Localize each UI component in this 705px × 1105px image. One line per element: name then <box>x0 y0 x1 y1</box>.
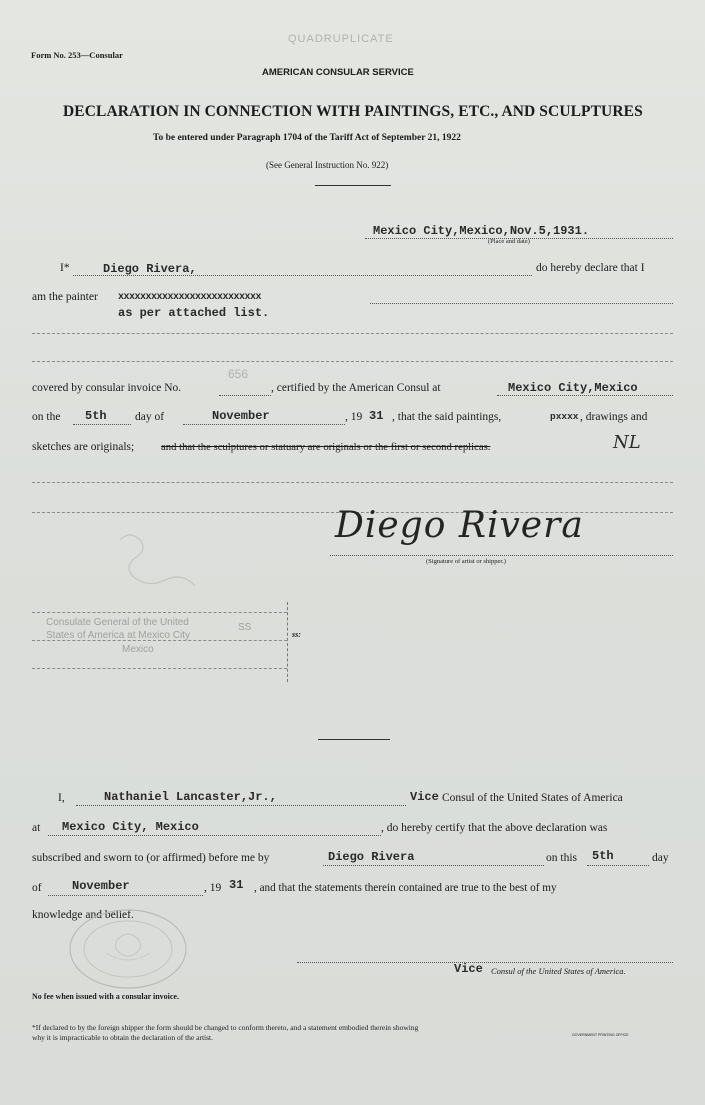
year-value: 31 <box>369 409 384 423</box>
i-prefix: I* <box>60 262 70 274</box>
day-line <box>73 424 131 425</box>
statement-label: , and that the statements therein contained are true to the best of my <box>254 882 557 894</box>
form-number: Form No. 253—Consular <box>31 50 123 60</box>
sworn-day: 5th <box>592 849 614 863</box>
declarant-name: Diego Rivera, <box>103 262 197 276</box>
place-date: Mexico City,Mexico,Nov.5,1931. <box>373 224 590 238</box>
drawings-label: , drawings and <box>580 411 648 423</box>
on-the-label: on the <box>32 411 61 423</box>
works-list: as per attached list. <box>118 306 270 320</box>
consul-signature-line <box>297 962 673 963</box>
vice-title: Vice <box>410 790 439 804</box>
at-place: Mexico City, Mexico <box>62 820 199 834</box>
consul-of-label: Consul of the United States of America <box>442 792 623 804</box>
sworn-by-line <box>323 865 544 866</box>
covered-by-label: covered by consular invoice No. <box>32 382 182 394</box>
cert-of: of <box>32 882 42 894</box>
am-the-painter: am the painter <box>32 291 98 303</box>
day-value: 5th <box>85 409 107 423</box>
no-fee-note: No fee when issued with a consular invoice. <box>32 992 179 1001</box>
consul-name: Nathaniel Lancaster,Jr., <box>104 790 277 804</box>
footnote-line-1: *If declared to by the foreign shipper the form should be changed to conform thereto, and a statement embodied therein showing <box>32 1023 419 1032</box>
blank-line-1 <box>32 333 673 334</box>
struck-word-2: pxxxx <box>550 411 579 422</box>
invoice-number: 656 <box>228 367 249 381</box>
sworn-year: 31 <box>229 878 244 892</box>
venue-line-3: Mexico <box>122 644 154 655</box>
venue-rule-3 <box>32 668 287 669</box>
month-value: November <box>212 409 270 423</box>
venue-ss: SS <box>238 622 252 633</box>
initials: NL <box>613 432 641 453</box>
consul-name-line <box>76 805 406 806</box>
venue-block <box>32 602 288 682</box>
signature-caption: (Signature of artist or shipper.) <box>426 558 506 565</box>
faint-stamp-mark <box>80 520 220 600</box>
venue-rule-1 <box>32 612 287 613</box>
consular-seal <box>66 907 190 991</box>
blank-line-2 <box>32 361 673 362</box>
copy-mark: QUADRUPLICATE <box>288 33 394 45</box>
signature-line <box>330 555 673 556</box>
at-place-line <box>48 835 381 836</box>
knowledge-label: knowledge and belief. <box>32 909 134 921</box>
divider-2 <box>318 739 390 740</box>
ss-mark: ss: <box>292 630 301 639</box>
sworn-month: November <box>72 879 130 893</box>
footnote-line-2: why it is impracticable to obtain the declaration of the artist. <box>32 1033 213 1042</box>
struck-words: xxxxxxxxxxxxxxxxxxxxxxxxxx <box>118 292 262 303</box>
day-word: day <box>652 852 669 864</box>
that-said-label: , that the said paintings, <box>392 411 502 423</box>
painter-line <box>370 303 673 304</box>
consul-city: Mexico City,Mexico <box>508 381 638 395</box>
subscribed-label: subscribed and sworn to (or affirmed) before me by <box>32 852 270 864</box>
month-line <box>183 424 345 425</box>
declare-suffix: do hereby declare that I <box>536 262 645 274</box>
place-date-caption: (Place and date) <box>488 238 530 245</box>
sketches-label: sketches are originals; <box>32 441 135 453</box>
certified-by-label: , certified by the American Consul at <box>271 382 441 394</box>
printer-mark: GOVERNMENT PRINTING OFFICE <box>572 1033 629 1037</box>
general-instruction: (See General Instruction No. 922) <box>266 160 389 170</box>
sworn-by: Diego Rivera <box>328 850 415 864</box>
venue-line-2: States of America at Mexico City <box>46 630 190 641</box>
certify-label: , do hereby certify that the above declaration was <box>381 822 608 834</box>
form-subtitle: To be entered under Paragraph 1704 of the Tariff Act of September 21, 1922 <box>153 133 461 143</box>
consul-city-line <box>497 395 673 396</box>
blank-line-3 <box>32 482 673 483</box>
cert-i: I, <box>58 792 65 804</box>
invoice-line <box>219 395 271 396</box>
sworn-day-line <box>587 865 649 866</box>
artist-signature: Diego Rivera <box>335 505 584 546</box>
on-this-label: on this <box>546 852 577 864</box>
cert-at: at <box>32 822 41 834</box>
service-name: AMERICAN CONSULAR SERVICE <box>262 67 414 78</box>
divider <box>315 185 391 186</box>
sworn-year-prefix: , 19 <box>204 882 222 894</box>
day-of-label: day of <box>135 411 165 423</box>
consul-sign-label: Consul of the United States of America. <box>491 966 626 976</box>
sworn-month-line <box>48 895 203 896</box>
year-prefix: , 19 <box>345 411 363 423</box>
struck-clause: and that the sculptures or statuary are originals or the first or second replicas. <box>161 441 491 453</box>
venue-line-1: Consulate General of the United <box>46 617 189 628</box>
vice-sign: Vice <box>454 962 483 976</box>
form-title: DECLARATION IN CONNECTION WITH PAINTINGS, ETC., AND SCULPTURES <box>63 103 643 120</box>
